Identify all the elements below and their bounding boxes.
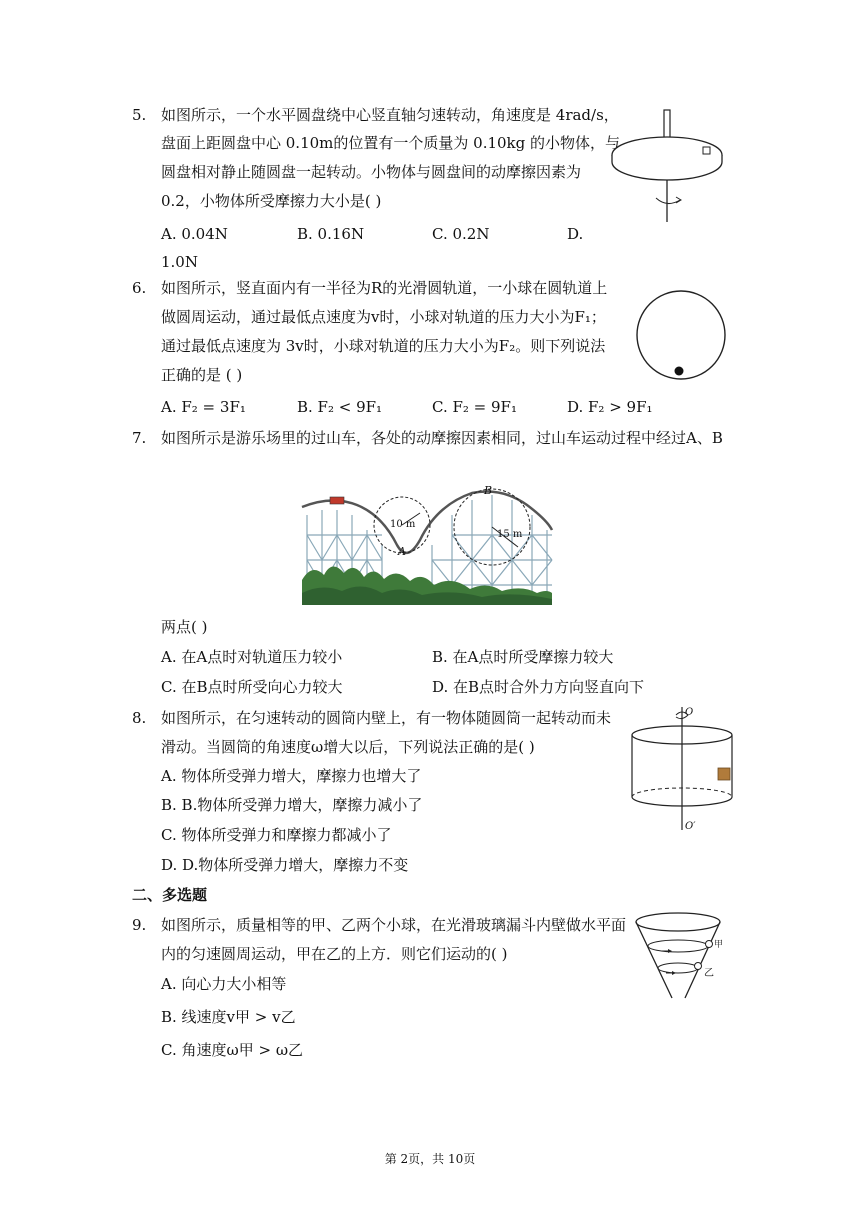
q8-option-a[interactable]: A. 物体所受弹力增大，摩擦力也增大了 [161, 767, 422, 785]
ball-jia-label: 甲 [714, 940, 724, 950]
q5-option-d[interactable]: D. [567, 225, 584, 243]
q6-option-a[interactable]: A. F₂ = 3F₁ [161, 398, 246, 416]
q6-line-3: 通过最低点速度为 3v时，小球对轨道的压力大小为F₂。则下列说法 [161, 337, 606, 355]
q7-line-1: 如图所示是游乐场里的过山车，各处的动摩擦因素相同，过山车运动过程中经过A、B [161, 429, 723, 447]
q5-option-a[interactable]: A. 0.04N [161, 225, 228, 243]
q8-option-b[interactable]: B. B.物体所受弹力增大，摩擦力减小了 [161, 796, 423, 814]
axis-top-label: O [685, 707, 694, 718]
q6-option-d[interactable]: D. F₂ > 9F₁ [567, 398, 653, 416]
q9-option-c[interactable]: C. 角速度ω甲 > ω乙 [161, 1041, 304, 1059]
q8-option-d[interactable]: D. D.物体所受弹力增大，摩擦力不变 [161, 856, 409, 874]
q7-option-b[interactable]: B. 在A点时所受摩擦力较大 [432, 648, 614, 666]
loop-b-radius: 15 m [497, 529, 523, 540]
q5-option-d-value: 1.0N [161, 253, 198, 271]
q9-option-a[interactable]: A. 向心力大小相等 [161, 975, 287, 993]
q5-option-b[interactable]: B. 0.16N [297, 225, 365, 243]
q6-number: 6. [132, 279, 147, 297]
q8-option-c[interactable]: C. 物体所受弹力和摩擦力都减小了 [161, 826, 392, 844]
q5-line-2: 盘面上距圆盘中心 0.10m的位置有一个质量为 0.10kg 的小物体，与 [161, 134, 621, 152]
loop-a-radius: 10 m [390, 519, 416, 530]
page-footer: 第 2页，共 10页 [384, 1152, 476, 1166]
q7-option-c[interactable]: C. 在B点时所受向心力较大 [161, 678, 343, 696]
q9-number: 9. [132, 916, 147, 934]
q5-number: 5. [132, 106, 147, 124]
point-b-label: B [484, 484, 493, 497]
axis-bottom-label: O′ [685, 821, 696, 832]
ball-yi-label: 乙 [704, 968, 714, 979]
q6-option-c[interactable]: C. F₂ = 9F₁ [432, 398, 517, 416]
section-title-multiple-choice: 二、多选题 [132, 886, 208, 904]
point-a-label: A [398, 545, 406, 558]
q5-line-3: 圆盘相对静止随圆盘一起转动。小物体与圆盘间的动摩擦因素为 [161, 163, 582, 181]
funnel-figure [630, 910, 730, 1005]
q8-line-2: 滑动。当圆筒的角速度ω增大以后，下列说法正确的是( ) [161, 738, 535, 756]
q8-number: 8. [132, 709, 147, 727]
q7-option-d[interactable]: D. 在B点时合外力方向竖直向下 [432, 678, 645, 696]
q9-line-1: 如图所示，质量相等的甲、乙两个小球，在光滑玻璃漏斗内壁做水平面 [161, 916, 627, 934]
rotating-cylinder-figure [630, 705, 735, 835]
q5-option-c[interactable]: C. 0.2N [432, 225, 490, 243]
q8-line-1: 如图所示，在匀速转动的圆筒内壁上，有一物体随圆筒一起转动而未 [161, 709, 612, 727]
q7-option-a[interactable]: A. 在A点时对轨道压力较小 [161, 648, 343, 666]
q6-line-2: 做圆周运动，通过最低点速度为v时，小球对轨道的压力大小为F₁； [161, 308, 606, 326]
q6-option-b[interactable]: B. F₂ < 9F₁ [297, 398, 383, 416]
roller-coaster-figure [302, 485, 552, 605]
q9-line-2: 内的匀速圆周运动，甲在乙的上方．则它们运动的( ) [161, 945, 508, 963]
q6-line-1: 如图所示，竖直面内有一半径为R的光滑圆轨道，一小球在圆轨道上 [161, 279, 608, 297]
q5-line-4: 0.2，小物体所受摩擦力大小是( ) [161, 192, 382, 210]
rotating-disc-figure [610, 110, 730, 225]
q6-line-4: 正确的是 ( ) [161, 366, 243, 384]
q9-option-b[interactable]: B. 线速度v甲 > v乙 [161, 1008, 296, 1026]
circular-track-figure [636, 290, 726, 380]
q7-line-2: 两点( ) [161, 618, 208, 636]
q7-number: 7. [132, 429, 147, 447]
q5-line-1: 如图所示，一个水平圆盘绕中心竖直轴匀速转动，角速度是 4rad/s， [161, 106, 619, 124]
